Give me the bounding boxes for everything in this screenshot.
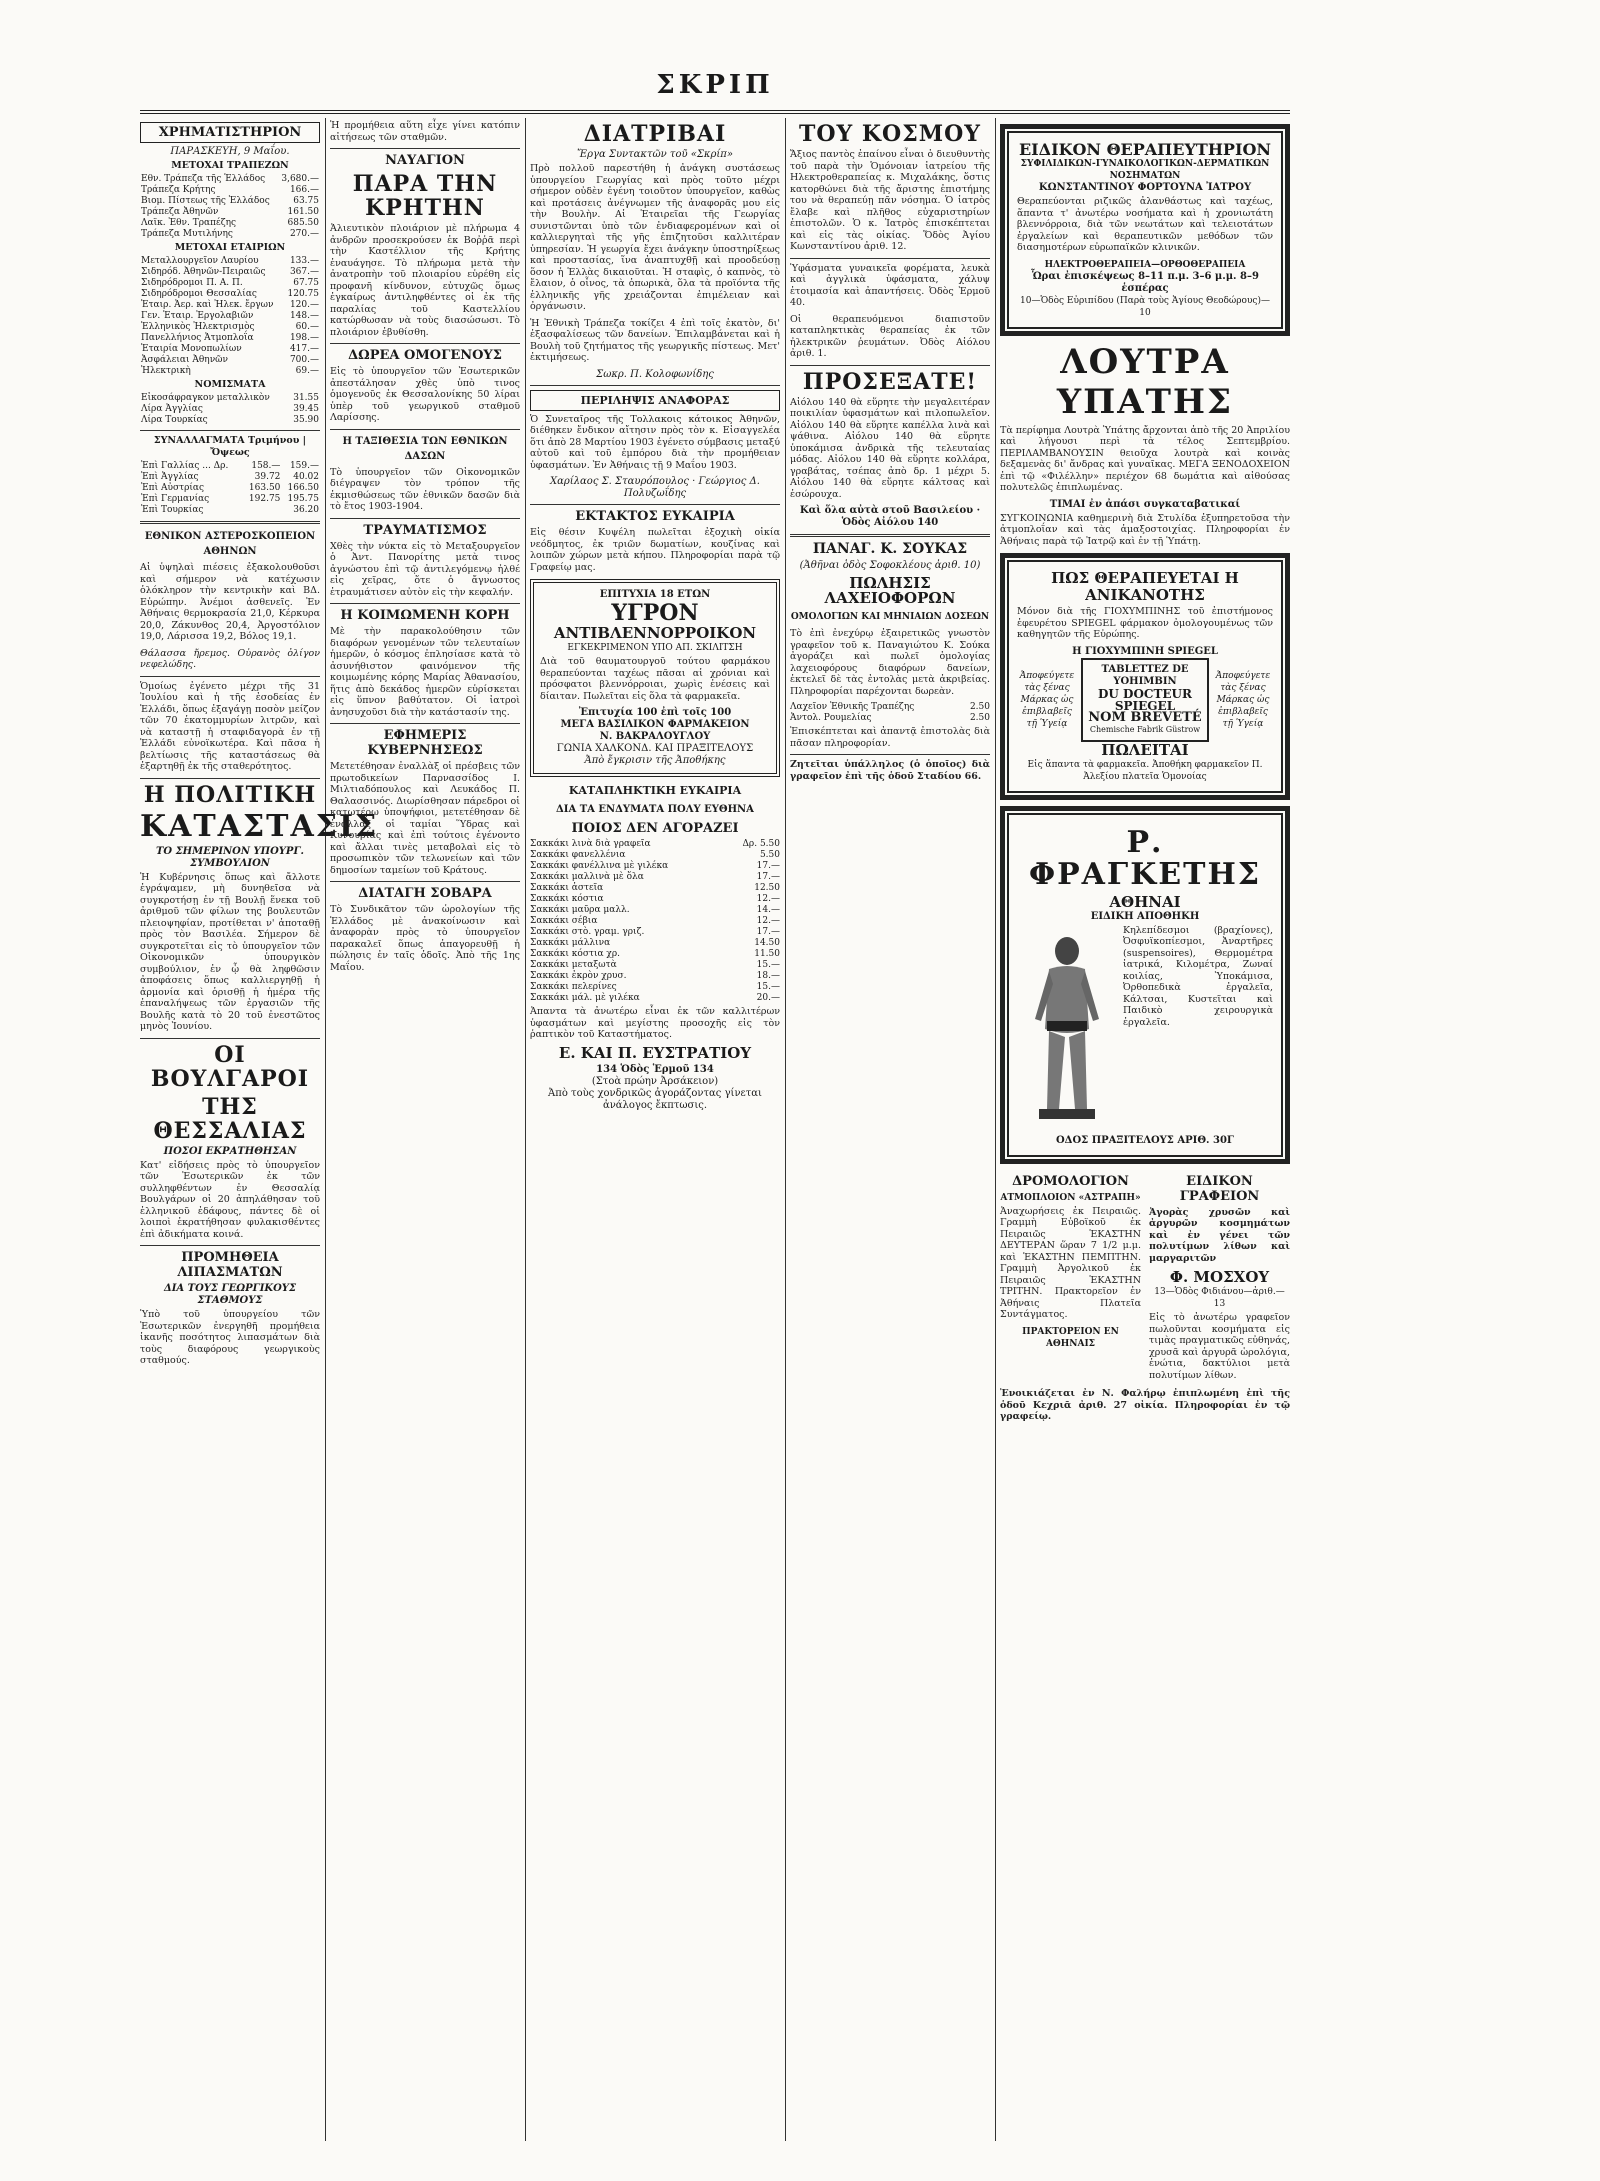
bank-row-name: Εθν. Τράπεζα τῆς Ἑλλάδος [141, 174, 266, 184]
currency-row [140, 393, 320, 404]
fragketis-title: Ρ. ΦΡΑΓΚΕΤΗΣ [1028, 824, 1262, 892]
sale-question: ΠΟΙΟΣ ΔΕΝ ΑΓΟΡΑΖΕΙ [571, 821, 739, 836]
naval-article: Ἀλιευτικὸν πλοιάριον μὲ πλήρωμα 4 ἀνδρῶν προσεκρούσεν ἐκ Βοῤῥᾶ περὶ τὴν Καστέλλιον τῆς Κρήτης ἐναυάγησε. Τὸ πλήρωμα μετὰ τὴν ἀνατροπὴν τοῦ πλοιαρίου εὑρέθη εἰς προφανῆ κίνδυνον, εὐτυχῶς ὅμως ἐγκαίρως ἀντιληφθέντες οἱ ἐκ τῆς παραλίας τοῦ Καστελλίου κατώρθωσαν νὰ τοὺς διασώσωσι. Τὸ πλοιάριον ἐβυθίσθη. [330, 223, 520, 338]
supply-subheading: ΔΙΑ ΤΟΥΣ ΓΕΩΡΓΙΚΟΥΣ ΣΤΑΘΜΟΥΣ [163, 1283, 297, 1306]
jewelry-name: Φ. ΜΟΣΧΟΥ [1169, 1268, 1270, 1286]
sale-item [530, 905, 780, 916]
cure-warning-right: Ἀποφεύγετε τὰς ξένας Μάρκας ὡς ἐπιβλαβεῖς τῇ Ὑγείᾳ [1215, 670, 1271, 729]
sale-item [530, 927, 780, 938]
request-heading: ΠΡΟΣΕΞΑΤΕ! [802, 368, 978, 395]
sale-item-label: Σακκάκι σέβια [530, 916, 598, 926]
exchange-row [140, 505, 320, 516]
companies-table [140, 256, 320, 377]
panag-item-label: Ἀντολ. Ρουμελίας [790, 713, 872, 723]
ad1-foot: Ἀπὸ ἔγκρισιν τῆς Ἀποθήκης [584, 755, 726, 766]
cure-title: ΠΩΣ ΘΕΡΑΠΕΥΕΤΑΙ Η ΑΝΙΚΑΝΟΤΗΣ [1051, 569, 1239, 604]
clinic-hours: Ὧραι ἐπισκέψεως 8–11 π.μ. 3–6 μ.μ. 8–9 ἑσπέρας [1031, 270, 1259, 294]
ad1-shop2: Ν. ΒΑΚΡΑΛΟΥΓΛΟΥ [599, 731, 711, 742]
supply-article: Ὑπὸ τοῦ ὑπουργείου τῶν Ἐσωτερικῶν ἐνεργηθῆ προμήθεια ἱκανῆς ποσότητος λιπασμάτων διὰ τοὺς διαφόρους γεωργικοὺς σταθμούς. [140, 1309, 320, 1366]
currency-row-name: Λίρα Τουρκίας [141, 415, 208, 425]
masthead-title: ΣΚΡΙΠ [656, 70, 774, 100]
company-row [140, 344, 320, 355]
sale-item [530, 894, 780, 905]
panag-heading: ΠΑΝΑΓ. Κ. ΣΟΥΚΑΣ [812, 541, 968, 557]
sale-item-price: Δρ. 5.50 [742, 839, 780, 849]
sale-heading: ΚΑΤΑΠΛΗΚΤΙΚΗ ΕΥΚΑΙΡΙΑ [568, 784, 742, 797]
sale-item-price: 17.— [756, 872, 780, 882]
ad1-price: Ἐπιτυχία 100 ἐπὶ τοῖς 100 [578, 707, 732, 718]
clinic-subtitle: ΣΥΦΙΛΙΔΙΚΩΝ-ΓΥΝΑΙΚΟΛΟΓΙΚΩΝ-ΔΕΡΜΑΤΙΚΩΝ ΝΟΣΗΜΑΤΩΝ [1020, 159, 1270, 181]
baths-article: Τὰ περίφημα Λουτρὰ Ὑπάτης ἄρχονται ἀπὸ τῆς 20 Ἀπριλίου καὶ λήγουσι περὶ τὰ τέλος Σεπτεμβρίου. ΠΕΡΙΛΑΜΒΑΝΟΥΣΙΝ θειοῦχα λουτρὰ καὶ κοινὰς δεξαμενὰς δι' ἄνδρας καὶ γυναῖκας. ΜΕΓΑ ΞΕΝΟΔΟΧΕΙΟΝ ἐπὶ τῷ «Φιλέλλην» περιέχον 68 δωμάτια καὶ αἰθούσας πολυτελῶς ἐπιπλωμένας. [1000, 424, 1290, 493]
bank-row [140, 218, 320, 229]
politics-article: Ἡ Κυβέρνησις ὅπως καὶ ἄλλοτε ἐγράψαμεν, μὴ δυνηθεῖσα νὰ συγκροτήσῃ ἐν τῇ Βουλῇ ἕνεκα τοῦ ἀριθμοῦ τῶν φίλων της βουλευτῶν πλειοψηφίαν, προτίθεται ν' ἀποταθῇ πρὸς τὸν Βασιλέα. Σήμερον δὲ συγκροτεῖται εἰς τὸ ὑπουργεῖον τῶν Οἰκονομικῶν ὑπουργικὸν συμβούλιον, ἐν ᾧ θὰ ληφθῶσιν ἀποφάσεις ὅπως καλλιεργηθῇ ἡ ἀρμονία καὶ ὁρισθῇ ἡ ἡμέρα τῆς ἐπαναλήψεως τῶν ἐργασιῶν τῆς Βουλῆς κατὰ τὸ 20 τοῦ ἐνεστῶτος μηνὸς Ἰουνίου. [140, 871, 320, 1032]
cure-ad [1000, 553, 1290, 800]
sale-item-price: 15.— [756, 960, 780, 970]
bulgars-heading: ΟΙ ΒΟΥΛΓΑΡΟΙ [150, 1041, 310, 1092]
currency-row-value: 35.90 [293, 415, 319, 425]
cure-warning-left: Ἀποφεύγετε τὰς ξένας Μάρκας ὡς ἐπιβλαβεῖς τῇ Ὑγείᾳ [1019, 670, 1075, 729]
company-row [140, 278, 320, 289]
sale-price-list [530, 839, 780, 1004]
column-rule [525, 118, 526, 2141]
ad1-sub: ΕΓΚΕΚΡΙΜΕΝΟΝ ΥΠΟ ΑΠ. ΣΚΙΛΙΤΣΗ [567, 643, 743, 653]
bank-row-value: 3,680.— [281, 174, 319, 184]
company-row [140, 300, 320, 311]
urgent-heading: ΕΚΤΑΚΤΟΣ ΕΥΚΑΙΡΙΑ [575, 509, 735, 524]
cure-name: Η ΓΙΟΧΥΜΠΙΝΗ SPIEGEL [1072, 645, 1218, 657]
fragketis-subtitle: ΕΙΔΙΚΗ ΑΠΟΘΗΚΗ [1090, 910, 1200, 922]
recall-heading: ΠΕΡΙΛΗΨΙΣ ΑΝΑΦΟΡΑΣ [530, 390, 780, 411]
panag-footer: Ἐπισκέπτεται καὶ ἀπαντᾷ ἐπιστολὰς διὰ πᾶσαν πληροφορίαν. [790, 726, 990, 749]
sale-item-price: 5.50 [759, 850, 780, 860]
politics-big-heading: ΚΑΤΑΣΤΑΣΙΣ [140, 808, 379, 844]
statue-illustration [1017, 929, 1117, 1129]
sale-text: Ἀπαντα τὰ ἀνωτέρω εἶναι ἐκ τῶν καλλιτέρων ὑφασμάτων καὶ μεγίστης προσοχῆς εἰς τὸν ῥαπτικὸν τοῦ Καταστήματος. [530, 1006, 780, 1040]
currency-table [140, 393, 320, 426]
cure-text: Μόνον διὰ τῆς ΓΙΟΧΥΜΠΙΝΗΣ τοῦ ἐπιστήμονος ἐφευρέτου SPIEGEL φάρμακον ὀμολογουμένως τῶν καθηγητῶν τῆς Εὐρώπης. [1017, 606, 1273, 640]
company-row-name: Γεν. Ἑταιρ. Ἐργολαβιῶν [141, 311, 254, 321]
thessaly-heading: ΤΗΣ ΘΕΣΣΑΛΙΑΣ [153, 1093, 307, 1144]
intro-text: Ἡ προμήθεια αὕτη εἶχε γίνει κατόπιν αἰτήσεως τῶν σταθμῶν. [330, 120, 520, 143]
sale-item-label: Σακκάκι κόστια χρ. [530, 949, 621, 959]
bank-row-name: Τράπεζα Ἀθηνῶν [141, 207, 219, 217]
sale-item [530, 971, 780, 982]
cure-sold: ΠΩΛΕΙΤΑΙ [1101, 740, 1189, 759]
sale-shop: Ε. ΚΑΙ Π. ΕΥΣΤΡΑΤΙΟΥ [558, 1043, 752, 1062]
bank-row-name: Τράπεζα Μυτιλήνης [141, 229, 233, 239]
sale-item-price: 11.50 [754, 949, 780, 959]
cure-stamp [1017, 658, 1273, 742]
jewelry-text-2: Εἰς τὸ ἀνωτέρω γραφεῖον πωλοῦνται κοσμήματα εἰς τιμὰς πραγματικῶς εὐθηνάς, χρυσᾶ καὶ ἀργυρᾶ ὡρολόγια, ἐνώτια, δακτύλιοι μετὰ πολυτίμων λίθων. [1149, 1312, 1290, 1381]
company-row [140, 267, 320, 278]
sale-item-price: 18.— [756, 971, 780, 981]
thessaly-article: Κατ' εἰδήσεις πρὸς τὸ ὑπουργεῖον τῶν Ἐσωτερικῶν ἐκ τῶν συλληφθέντων ἐν Θεσσαλίᾳ Βουλγάρων οἱ 20 ἀπηλάθησαν τοῦ ἑλληνικοῦ ἐδάφους, πάντες δὲ οἱ λοιποὶ ἐκρατήθησαν φυλακισθέντες ἐπὶ ἀδικήματα κοινά. [140, 1159, 320, 1240]
shipping-text: Ἀναχωρήσεις ἐκ Πειραιῶς. Γραμμὴ Εὐβοϊκοῦ ἐκ Πειραιῶς ἙΚΑΣΤΗΝ ΔΕΥΤΕΡΑΝ ὥραν 7 1/2 μ.μ. καὶ ἙΚΑΣΤΗΝ ΠΕΜΠΤΗΝ. Γραμμὴ Ἀργολικοῦ ἐκ Πειραιῶς ἙΚΑΣΤΗΝ ΤΡΙΤΗΝ. Πρακτορεῖον ἐν Ἀθήναις Πλατεῖα Συντάγματος. [1000, 1205, 1141, 1320]
ad1-name: ΑΝΤΙΒΛΕΝΝΟΡΡΟΙΚΟΝ [553, 624, 757, 642]
shipping-subheading: ΑΤΜΟΠΛΟΙΟΝ «ΑΣΤΡΑΠΗ» [1000, 1192, 1141, 1203]
company-row-name: Ἑταιρ. Ἀερ. καὶ Ἠλεκ. ἔργων [141, 300, 274, 310]
ad1-shop3: ΓΩΝΙΑ ΧΑΛΚΟΝΔ. ΚΑΙ ΠΡΑΞΙΤΕΛΟΥΣ [556, 743, 754, 754]
bank-row-value: 685.50 [287, 218, 319, 228]
shipping-agency: ΠΡΑΚΤΟΡΕΙΟΝ ΕΝ ΑΘΗΝΑΙΣ [1022, 1326, 1119, 1349]
bank-row-name: Λαϊκ. Ἐθν. Τραπέζης [141, 218, 237, 228]
company-row-value: 69.— [295, 366, 319, 376]
column-3 [530, 118, 780, 2141]
sale-item-label: Σακκάκι λινὰ διὰ γραφεῖα [530, 839, 651, 849]
sale-item-label: Σακκάκι πελερίνες [530, 982, 617, 992]
urgent-article: Εἰς θέσιν Κυψέλη πωλεῖται ἐξοχικὴ οἰκία νεόδμητος, ἐκ τριῶν δωματίων, κουζίνας καὶ λοιπῶν χώρων μετὰ κήπου. Πληροφορίαι παρὰ τῷ Γραφείῳ μας. [530, 527, 780, 573]
weather-text: Αἱ ὑψηλαὶ πιέσεις ἐξακολουθοῦσι καὶ σήμερον νὰ κατέχωσιν ὁλόκληρον τὴν κεντρικὴν καὶ ΒΔ. Εὐρώπην. Ἀνέμοι ἀσθενεῖς. Ἐν Ἀθήναις θερμοκρασία 21,0, Κέρκυρα 20,0, Ζάκυνθος 20,4, Ἀργοστόλιον 19,0, Λάρισσα 19,2, Βόλος 19,1. [140, 562, 320, 642]
sale-address: 134 Ὁδὸς Ἑρμοῦ 134 [596, 1063, 714, 1075]
request-footer: Καὶ ὅλα αὐτὰ στοῦ Βασιλείου · Ὁδὸς Αἰόλου 140 [799, 505, 981, 528]
exchange-row [140, 472, 320, 483]
gazette-article: Μετετέθησαν ἐναλλὰξ οἱ πρέσβεις τῶν πρωτοδικείων Παρνασσίδος Ι. Μιλτιαδόπουλος καὶ Λευκάδος Π. Θαλασσινός. Διωρίσθησαν πάρεδροι οἱ κατωτέρω ὑποψήφιοι, μετετέθησαν δὲ ἐναλλὰξ οἱ ταμίαι Ὕδρας καὶ Κυνουρίας καὶ ἐπὶ τούτοις ἐγένοντο καὶ ἄλλαι τινὲς μεταβολαὶ εἰς τὸ προσωπικὸν τῶν τελωνείων καὶ τῶν δημοσίων ταμείων τοῦ Κράτους. [330, 761, 520, 876]
sale-item [530, 916, 780, 927]
fragketis-address: ΟΔΟΣ ΠΡΑΞΙΤΕΛΟΥΣ ΑΡΙΘ. 30Γ [1055, 1134, 1235, 1146]
cure-footer: Εἰς ἅπαντα τὰ φαρμακεῖα. Ἀποθήκη φαρμακεῖον Π. Ἀλεξίου πλατεῖα Ὁμονοίας [1027, 759, 1263, 782]
markets-date: ΠΑΡΑΣΚΕΥΗ, 9 Μαΐου. [170, 146, 290, 157]
sale-item-label: Σακκάκι φανέλλινα μὲ γιλέκα [530, 861, 669, 871]
injury-article: Χθὲς τὴν νύκτα εἰς τὸ Μεταξουργεῖον ὁ Ἀντ. Πανορίτης μετὰ τινος ἀγνώστου ἐπὶ τῷ ἀντιλεγόμενῳ ἠλθέ εἰς χεῖρας, ὅτε ὁ ἄγνωστος ἐτραυμάτισεν αὐτὸν εἰς τὴν κεφαλήν. [330, 540, 520, 598]
order-heading: ΔΙΑΤΑΓΗ ΣΟΒΑΡΑ [358, 886, 492, 901]
exchange-row-name: Ἐπὶ Γαλλίας ... Δρ. [141, 461, 229, 471]
column-rule [785, 118, 786, 2141]
company-row-name: Ἠλεκτρικὴ [141, 366, 191, 376]
currency-row [140, 404, 320, 415]
ad1-big: ΥΓΡΟΝ [611, 600, 699, 626]
sale-item-price: 14.— [756, 905, 780, 915]
company-row-value: 148.— [289, 311, 319, 321]
currency-row-name: Εἰκοσάφραγκον μεταλλικὸν [141, 393, 270, 403]
exchange-table [140, 461, 320, 516]
clinic-address: 10—Ὁδὸς Εὐριπίδου (Παρὰ τοὺς Ἁγίους Θεοδώρους)—10 [1020, 295, 1270, 318]
gift-article: Εἰς τὸ ὑπουργεῖον τῶν Ἐσωτερικῶν ἀπεστάλησαν χθὲς ὑπὸ τινος ὁμογενοῦς ἐκ Θεσσαλονίκης 50 λίραι ὑπὲρ τοῦ γεωργικοῦ σταθμοῦ Λαρίσσης. [330, 366, 520, 423]
sale-item-price: 12.50 [754, 883, 780, 893]
sale-item-label: Σακκάκι στὸ. γραμ. γριζ. [530, 927, 645, 937]
sale-item-label: Σακκάκι μάλλινα [530, 938, 611, 948]
recall-article: Ὁ Συνεταῖρος τῆς Τολλακοις κάτοικος Ἀθηνῶν, διέθηκεν ἔνδικον αἴτησιν πρὸς τὸν κ. Εἰσαγγελέα ὅτι ἀπὸ 28 Μαρτίου 1903 ἐγένετο σύμβασις μεταξύ αὐτοῦ καὶ τοῦ ἐμπόρου διὰ τὴν προμήθειαν ὑφασμάτων. Ἐν Ἀθήναις τῇ 9 Μαΐου 1903. [530, 413, 780, 471]
sale-item-label: Σακκάκι μαλλινὰ μὲ ὅλα [530, 872, 644, 882]
companies-heading: ΜΕΤΟΧΑΙ ΕΤΑΙΡΙΩΝ [174, 242, 286, 253]
company-row-value: 60.— [295, 322, 319, 332]
bank-row-value: 161.50 [287, 207, 319, 217]
fragketis-city: ΑΘΗΝΑΙ [1109, 892, 1181, 911]
sale-item [530, 883, 780, 894]
panag-article: Τὸ ἐπὶ ἐνεχύρῳ ἐξαιρετικῶς γνωστὸν γραφεῖον τοῦ κ. Παναγιώτου Κ. Σούκα ἀγοράζει καὶ πωλεῖ ὁμολογίας λαχειοφόρους διαφόρων δανείων, ἐκτελεῖ δὲ τὰς ἐντολὰς μετὰ ἀκριβείας. Πληροφορίαι παρέχονται δωρεὰν. [790, 628, 990, 697]
cure-brand-line2: DU DOCTEUR SPIEGEL [1098, 686, 1192, 713]
sale-item-price: 20.— [756, 993, 780, 1003]
currency-row-value: 31.55 [293, 393, 319, 403]
sale-footer: Ἀπὸ τοὺς χονδρικῶς ἀγοράζοντας γίνεται ἀνάλογος ἔκπτωσις. [548, 1087, 762, 1111]
naval-heading: ΝΑΥΑΓΙΟΝ [385, 153, 465, 168]
bottom-ads [1000, 1170, 1290, 1387]
shipping-ad [1000, 1170, 1141, 1387]
cure-brand-line3: NOM BREVETÉ [1088, 709, 1202, 725]
coma-article: Μὲ τὴν παρακολούθησιν τῶν διαφόρων γενομένων τῶν τελευταίων ἡμερῶν, ὁ κόσμος ἐπλησίασε κατὰ τὸ ἀσυνήθιστον φαινόμενον τῆς κοιμωμένης κόρης Μαρίας Ἀθανασίου, ἥτις ἀπὸ δεκάδος ἡμερῶν εὑρίσκεται εἰς ὕπνον βαθύτατον. Οἱ ἰατροὶ ἀνησυχοῦσι διὰ τὴν κατάστασίν της. [330, 626, 520, 718]
rent-notice: Ἐνοικιάζεται ἐν Ν. Φαλήρῳ ἐπιπλωμένη ἐπὶ τῆς ὁδοῦ Κεχριᾶ ἀριθ. 27 οἰκία. Πληροφορίαι ἐν τῷ γραφείῳ. [1000, 1388, 1290, 1422]
company-row-name: Σιδηρόδ. Ἀθηνῶν-Πειραιῶς [141, 267, 266, 277]
panag-item [790, 713, 990, 724]
sale-item-label: Σακκάκι ἐκρὸν χρυσ. [530, 971, 627, 981]
sale-item [530, 861, 780, 872]
gazette-heading: ΕΦΗΜΕΡΙΣ ΚΥΒΕΡΝΗΣΕΩΣ [367, 728, 483, 758]
exchange-row [140, 494, 320, 505]
currency-heading: ΝΟΜΙΣΜΑΤΑ [194, 379, 266, 390]
sale-item [530, 949, 780, 960]
ad1-top: ΕΠΙΤΥΧΙΑ 18 ΕΤΩΝ [599, 589, 711, 600]
company-row [140, 333, 320, 344]
currency-row [140, 415, 320, 426]
company-row-value: 133.— [289, 256, 319, 266]
bank-row [140, 196, 320, 207]
company-row [140, 322, 320, 333]
exchange-row-v2: 195.75 [287, 494, 319, 504]
panag-big-heading: ΠΩΛΗΣΙΣ ΛΑΧΕΙΟΦΟΡΩΝ [824, 574, 956, 607]
jewelry-heading: ΕΙΔΙΚΟΝ ΓΡΑΦΕΙΟΝ [1179, 1173, 1260, 1204]
sale-item [530, 938, 780, 949]
exchange-row-v2: 40.02 [293, 472, 319, 482]
sale-item [530, 993, 780, 1004]
bank-row-value: 166.— [289, 185, 319, 195]
panag-item [790, 702, 990, 713]
sale-item-label: Σακκάκι ἀστεῖα [530, 883, 604, 893]
world-article: Ἄξιος παντὸς ἐπαίνου εἶναι ὁ διευθυντὴς τοῦ παρὰ τὴν Ὁμόνοιαν ἰατρείου τῆς Ηλεκτροθεραπείας κ. Μιχαλάκης, ὅστις κατορθώνει διὰ τῆς ἄριστης ἐπιστήμης του νὰ θεραπεύῃ πᾶν νόσημα. Ὁ ἰατρὸς ἔλαβε καὶ πλῆθος εὐχαριστηρίων ἐπιστολῶν. Ὁ κ. Ἰατρὸς ἐπισκέπτεται καὶ εἰς τὰς οἰκίας. Ὅδὸς Ἀγίου Κωνσταντίνου ἀριθ. 12. [790, 149, 990, 252]
sale-item [530, 960, 780, 971]
bank-row-value: 63.75 [293, 196, 319, 206]
diatribes-article: Πρὸ πολλοῦ παρεστήθη ἡ ἀνάγκη συστάσεως ὑπουργείου Γεωργίας καὶ πρὸς τοῦτο μέχρι σήμερον οὐδὲν ἐγένη τοιοῦτον ὑπουργεῖον, καθὼς καὶ προτάσεις ἀνέγνωμεν τῆς ἀναφορᾶς μου εἰς τὴν Βουλὴν. Αἱ Ἑταιρεῖαι τῆς Γεωργίας συνιστῶνται ὑπὸ τῶν ἐνδιαφερομένων καὶ οἱ καλλιεργηταὶ τῆς γῆς ἐπιζητοῦσι καλλιτέραν ὑπηρεσίαν. Ἡ γεωργία ἔχει ἀνάγκην ὑποστηρίξεως καὶ προστασίας, ἵνα ἀναπτυχθῇ καὶ προοδεύσῃ ὅσον ἡ Ἑλλὰς δικαιοῦται. Ἡ σταφὶς, ὁ καπνὸς, τὸ ἔλαιον, ὁ οἶνος, τὰ ὀπωρικὰ, ὅλα τὰ προϊόντα τῆς ἑλληνικῆς γῆς χρειάζονται ἐπιμέλειαν καὶ ὀργάνωσιν. [530, 163, 780, 312]
sale-item-label: Σακκάκι κόστια [530, 894, 604, 904]
diatribes-article-continued: Ἡ Ἐθνικὴ Τράπεζα τοκίζει 4 ἐπὶ τοῖς ἑκατὸν, δι' ἐξασφαλίσεως τῶν δανείων. Ἐπιλαμβάνεται καὶ ἡ Βουλὴ τοῦ ζητήματος τῆς γεωργικῆς πίστεως. Μετ' ἐκτιμήσεως. [530, 317, 780, 363]
company-row-name: Ἑλληνικὸς Ἠλεκτρισμὸς [141, 322, 255, 332]
exchange-row-v1: 163.50 [248, 483, 281, 493]
panag-big-subheading: ΟΜΟΛΟΓΙΩΝ ΚΑΙ ΜΗΝΙΑΙΩΝ ΔΟΣΕΩΝ [790, 612, 990, 622]
exchange-row [140, 461, 320, 472]
order-article: Τὸ Συνδικᾶτον τῶν ὡρολογίων τῆς Ἑλλάδος μὲ ἀνακοίνωσιν καὶ ἀναφορὰν πρὸς τὸ ὑπουργεῖον παρακαλεῖ ὅπως ἀπαγορευθῇ ἡ πώλησις ἐν ταῖς ὁδοῖς. Ἀπὸ τῆς 1ης Μαΐου. [330, 904, 520, 973]
company-row-value: 120.75 [287, 289, 319, 299]
bank-row-value: 270.— [289, 229, 319, 239]
gift-heading: ΔΩΡΕΑ ΟΜΟΓΕΝΟΥΣ [348, 348, 502, 363]
bank-row-name: Τράπεζα Κρήτης [141, 185, 216, 195]
company-row-name: Σιδηρόδρομοι Π. Α. Π. [141, 278, 243, 288]
exchange-row-v1: 192.75 [248, 494, 281, 504]
jewelry-ad [1149, 1170, 1290, 1387]
exchange-row-v1 [243, 505, 282, 516]
sale-item-price: 17.— [756, 861, 780, 871]
company-row-name: Ἑταιρία Μονοπωλίων [141, 344, 242, 354]
currency-row-name: Λίρα Ἀγγλίας [141, 404, 203, 414]
sale-item-label: Σακκάκι μάλ. μὲ γιλέκα [530, 993, 640, 1003]
forest-heading: Η ΤΑΞΙΘΕΣΙΑ ΤΩΝ ΕΘΝΙΚΩΝ ΔΑΣΩΝ [342, 435, 508, 462]
market-article: Ὁμοίως ἐγένετο μέχρι τῆς 31 Ἰουλίου καὶ ἡ τῆς ἐσοδείας ἐν Ἑλλάδι, ὅπως ἐξαγάγῃ ποσὸν μείζον τῶν 70 ἑκατομμυρίων λιτρῶν, καὶ νὰ καταστῇ ἡ σταφιδαγορὰ ἐν τῇ Ἑλλάδι εὐνοϊκωτέρα. Καὶ πᾶσα ἡ βελτίωσις τῆς καταστάσεως θὰ ἐξαρτηθῇ ἐκ τῆς σταθερότητος. [140, 680, 320, 772]
bank-row [140, 174, 320, 185]
world-heading: ΤΟΥ ΚΟΣΜΟΥ [799, 121, 981, 147]
column-2 [330, 118, 520, 2141]
politics-subheading: ΤΟ ΣΗΜΕΡΙΝΟΝ ΥΠΟΥΡΓ. ΣΥΜΒΟΥΛΙΟΝ [155, 845, 305, 869]
company-row-value: 198.— [289, 333, 319, 343]
ad1-text: Διὰ τοῦ θαυματουργοῦ τούτου φαρμάκου θεραπεύονται ταχέως πᾶσαι αἱ χρόνιαι καὶ πρόσφατοι βλεννόρροιαι, χωρὶς ἐνέσεις καὶ δίαιταν. Πωλεῖται εἰς ὅλα τὰ φαρμακεῖα. [540, 656, 770, 702]
company-row [140, 366, 320, 377]
jewelry-text: Ἀγορὰς χρυσῶν καὶ ἀργυρῶν κοσμημάτων καὶ ἐν γένει τῶν πολυτίμων λίθων καὶ μαργαριτῶν [1149, 1206, 1290, 1264]
fragketis-ad [1000, 806, 1290, 1164]
exchange-row-v1: 39.72 [254, 472, 281, 482]
column-1 [140, 118, 379, 2141]
sale-item-price: 12.— [756, 916, 780, 926]
panag-price-list [790, 702, 990, 724]
cure-brand-line4: Chemische Fabrik Güstrow [1089, 724, 1201, 734]
panag-item-price: 2.50 [969, 713, 990, 723]
fabrics-text: Ὑφάσματα γυναικεῖα φορέματα, λευκὰ καὶ ἀγγλικὰ ὑφάσματα, χάλυψ ἐτοιμασία καὶ ἀπαντήσεις. Ὀδὸς Ἐρμοῦ 40. [790, 262, 990, 308]
diatribes-signature: Σωκρ. Π. Κολοφωνίδης [596, 368, 714, 380]
weather-heading: ΕΘΝΙΚΟΝ ΑΣΤΕΡΟΣΚΟΠΕΙΟΝ ΑΘΗΝΩΝ [144, 531, 316, 557]
sale-item [530, 872, 780, 883]
company-row-value: 67.75 [293, 278, 319, 288]
clinic-doctor: ΚΩΝΣΤΑΝΤΙΝΟΥ ΦΟΡΤΟΥΝΑ ἸΑΤΡΟΥ [1038, 182, 1252, 193]
sale-item [530, 850, 780, 861]
exchange-row-name: Ἐπὶ Αὐστρίας [141, 483, 205, 493]
exchange-row-name: Ἐπὶ Ἀγγλίας [141, 472, 199, 482]
column-5 [1000, 118, 1290, 2141]
sale-item-label: Σακκάκι μαῦρα μαλλ. [530, 905, 630, 915]
cure-brand [1081, 658, 1209, 742]
politics-heading: Η ΠΟΛΙΤΙΚΗ [143, 781, 317, 808]
banks-heading: ΜΕΤΟΧΑΙ ΤΡΑΠΕΖΩΝ [171, 160, 289, 171]
company-row-name: Ἀσφάλειαι Ἀθηνῶν [141, 355, 228, 365]
company-row [140, 355, 320, 366]
company-row [140, 256, 320, 267]
wanted-notice: Ζητεῖται ὑπάλληλος (ὁ ὁποῖος) διὰ γραφεῖον ἐπὶ τῆς ὁδοῦ Σταδίου 66. [790, 759, 990, 782]
exchange-heading: ΣΥΝΑΛΛΑΓΜΑΤΑ Τριμήνου | Ὄψεως [153, 435, 307, 458]
baths-article-2: ΣΥΓΚΟΙΝΩΝΙΑ καθημερινὴ διὰ Στυλίδα ἐξυπηρετοῦσα τὴν ἀτμοπλοΐαν καὶ τὰς ἀμαξοστοιχίας. Πληροφορίαι ἐν Ἀθήναις παρὰ τῷ Ἰατρῷ καὶ ἐν τῇ Ὑπάτῃ. [1000, 512, 1290, 547]
ad1-shop1: ΜΕΓΑ ΒΑΣΙΛΙΚΟΝ ΦΑΡΜΑΚΕΙΟΝ [560, 719, 750, 730]
coma-heading: Η ΚΟΙΜΩΜΕΝΗ ΚΟΡΗ [340, 608, 510, 623]
cure-brand-line1: TABLETTEZ DE YOHIMBIN [1101, 663, 1189, 687]
antiblenno-ad [530, 579, 780, 777]
exchange-row-v2: 159.— [289, 461, 319, 471]
sale-subheading: ΔΙΑ ΤΑ ΕΝΔΥΜΑΤΑ ΠΟΛΥ ΕΥΘΗΝΑ [556, 804, 754, 815]
sale-item-label: Σακκάκι φανελλένια [530, 850, 626, 860]
weather-footnote: Θάλασσα ἤρεμος. Οὐρανὸς ὀλίγον νεφελώδης. [140, 647, 320, 670]
baths-heading: ΛΟΥΤΡΑ ΥΠΑΤΗΣ [1056, 341, 1234, 422]
bank-row [140, 185, 320, 196]
sale-item [530, 839, 780, 850]
bank-row-name: Βιομ. Πίστεως τῆς Ἑλλάδος [141, 196, 270, 206]
clinic-text: Θεραπεύονται ριζικῶς ἀλανθάστως καὶ ταχέως, ἅπαντα τ' ἀνωτέρω νοσήματα καὶ ἡ χρονιωτάτη βλεννόρροια, διὰ τῶν νεωτάτων καὶ τελειοτάτων ἐργαλείων καὶ θεραπευτικῶν μεθόδων τῶν διασημοτέρων εὐρωπαϊκῶν κλινικῶν. [1017, 196, 1273, 253]
company-row-value: 700.— [289, 355, 319, 365]
company-row-name: Πανελλήνιος Ἀτμοπλοΐα [141, 333, 254, 343]
company-row-name: Μεταλλουργεῖον Λαυρίου [141, 256, 259, 266]
thessaly-subheading: ΠΟΣΟΙ ΕΚΡΑΤΗΘΗΣΑΝ [163, 1145, 297, 1157]
company-row-value: 417.— [289, 344, 319, 354]
request-article: Αἰόλου 140 θὰ εὕρητε τὴν μεγαλειτέραν ποικιλίαν ὑφασμάτων καὶ πιλοπωλεῖον. Αἰόλου 140 θὰ εὕρητε καπέλλα λινὰ καὶ ψάθινα. Αἰόλου 140 θὰ εὕρητε ὑποκάμισα ἀνδρικὰ τῆς τελευταίας μόδας. Αἰόλου 140 θὰ εὕρητε κολλάρα, γραβάτας, τσέπας ἀπὸ δρ. 1 μέχρι 5. Αἰόλου 140 θὰ εὕρητε κάλτσας καὶ ἐσώρουχα. [790, 396, 990, 500]
panag-item-label: Λαχεῖον Ἐθνικῆς Τραπέζης [790, 702, 915, 712]
jewelry-address: 13—Ὁδὸς Φιδιάνου—ἀριθ.—13 [1154, 1287, 1285, 1309]
sale-item-price: 15.— [756, 982, 780, 992]
company-row [140, 289, 320, 300]
baths-prices: ΤΙΜΑΙ ἐν ἀπάσι συγκαταβατικαί [1049, 498, 1241, 510]
recall-signature: Χαρίλαος Σ. Σταυρόπουλος · Γεώργιος Δ. Πολυζωΐδης [550, 476, 760, 499]
fragketis-list: Κηλεπίδεσμοι (βραχίονες), Ὀσφυϊκοπίεσμοι, Ἀναρτῆρες (suspensoires), Θερμομέτρα ἰατρικά, Κιλομέτρα, Ζωναί κοιλίας, Ὑποκάμισα, Ὀρθοπεδικὰ ἐργαλεῖα, Κάλτσαι, Κυστεῖται καὶ Παιδικὸ χειρουργικὰ ἐργαλεῖα. [1123, 924, 1273, 1028]
electro-text: Οἱ θεραπευόμενοι διαπιστοῦν καταπληκτικὰς θεραπείας ἐκ τῶν ἠλεκτρικῶν ῥευμάτων. Ὀδὸς Αἰόλου ἀριθ. 1. [790, 313, 990, 359]
diatribes-heading: ΔΙΑΤΡΙΒΑΙ [583, 121, 727, 147]
company-row-value: 367.— [289, 267, 319, 277]
company-row [140, 311, 320, 322]
company-row-value: 120.— [289, 300, 319, 310]
diatribes-subheading: Ἔργα Συντακτῶν τοῦ «Σκρίπ» [577, 149, 733, 160]
masthead [140, 70, 1290, 114]
exchange-row [140, 483, 320, 494]
panag-subheading: (Ἀθῆναι ὁδὸς Σοφοκλέους ἀριθ. 10) [799, 560, 981, 571]
column-rule [325, 118, 326, 2141]
exchange-row-v1: 158.— [251, 461, 281, 471]
sale-item-price: 14.50 [754, 938, 780, 948]
shipping-heading: ΔΡΟΜΟΛΟΓΙΟΝ [1012, 1173, 1129, 1189]
sale-item [530, 982, 780, 993]
forest-article: Τὸ ὑπουργεῖον τῶν Οἰκονομικῶν διέγραψεν τὸν τρόπον τῆς ἐκμισθώσεως τῶν ἐθνικῶν δασῶν διὰ τὸ ἔτος 1903-1904. [330, 466, 520, 512]
bank-row [140, 207, 320, 218]
currency-row-value: 39.45 [293, 404, 319, 414]
exchange-row-name: Ἐπὶ Τουρκίας [141, 505, 204, 515]
clinic-ad [1000, 124, 1290, 336]
sale-address-note: (Στοὰ πρώην Ἀρσάκειον) [591, 1075, 719, 1087]
column-rule [995, 118, 996, 2141]
bank-row [140, 229, 320, 240]
sale-item-price: 12.— [756, 894, 780, 904]
supply-heading: ΠΡΟΜΗΘΕΙΑ ΛΙΠΑΣΜΑΤΩΝ [177, 1250, 283, 1280]
exchange-row-name: Ἐπὶ Γερμανίας [141, 494, 210, 504]
exchange-row-v2: 36.20 [293, 505, 319, 515]
panag-item-price: 2.50 [969, 702, 990, 712]
naval-subheading: ΠΑΡΑ ΤΗΝ ΚΡΗΤΗΝ [352, 171, 498, 221]
injury-heading: ΤΡΑΥΜΑΤΙΣΜΟΣ [363, 522, 487, 538]
sale-item-label: Σακκάκι μεταξωτὰ [530, 960, 617, 970]
company-row-name: Σιδηρόδρομοι Θεσσαλίας [141, 289, 257, 299]
markets-heading: ΧΡΗΜΑΤΙΣΤΗΡΙΟΝ [140, 122, 320, 143]
banks-table [140, 174, 320, 240]
clinic-title: ΕΙΔΙΚΟΝ ΘΕΡΑΠΕΥΤΗΡΙΟΝ [1018, 140, 1272, 159]
exchange-row-v2: 166.50 [287, 483, 319, 493]
clinic-tag: ΗΛΕΚΤΡΟΘΕΡΑΠΕΙΑ—ΟΡΘΟΘΕΡΑΠΕΙΑ [1044, 259, 1246, 270]
sale-item-price: 17.— [756, 927, 780, 937]
fragketis-body [1017, 923, 1273, 1135]
column-4 [790, 118, 990, 2141]
